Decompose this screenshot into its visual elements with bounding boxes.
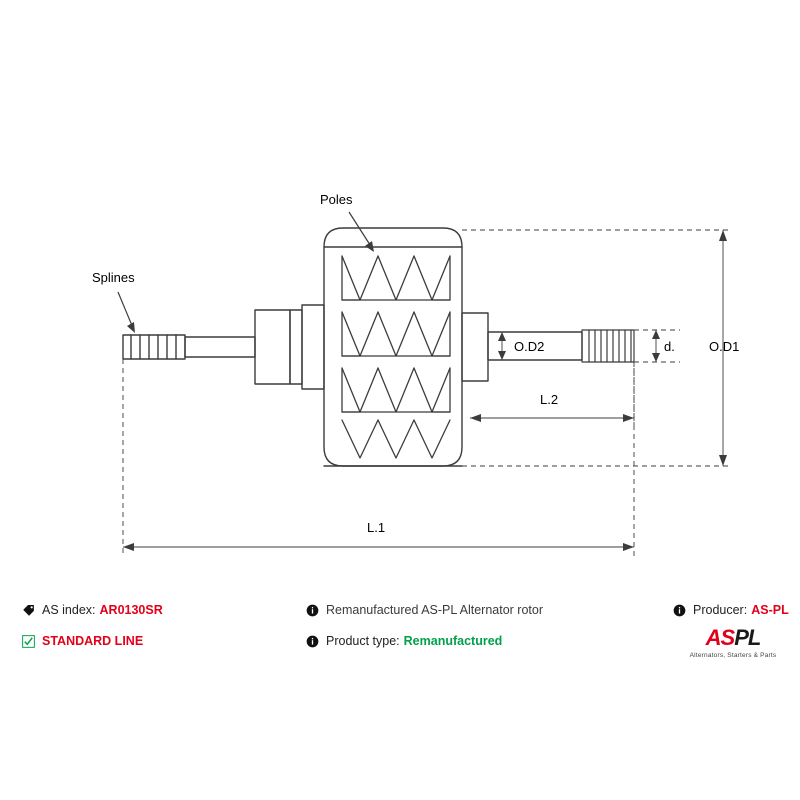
as-index-value: AR0130SR [99,603,163,617]
dim-l1 [123,543,634,551]
dim-label-l2: L.2 [540,392,559,407]
logo-tagline: Alternators, Starters & Parts [689,652,777,659]
callout-label-poles: Poles [320,192,353,207]
callout-leaders [118,212,374,333]
dim-label-od2: O.D2 [514,339,545,354]
dim-l2 [470,414,634,422]
dimension-lines [123,230,730,556]
info-icon [306,635,319,648]
producer-label: Producer: [693,603,748,617]
as-pl-logo [678,627,788,659]
checkbox-check-icon [22,635,35,648]
dim-d [652,330,660,362]
logo-text-as: AS [705,625,735,650]
callout-label-splines: Splines [92,270,135,285]
dim-label-l1: L.1 [367,520,386,535]
logo-text-pl: PL [734,625,761,650]
dim-label-od1: O.D1 [709,339,740,354]
pole-fingers [342,256,450,458]
logo-mark [678,627,788,649]
product-type-label: Product type: [326,634,400,648]
dim-od2 [498,332,506,360]
right-collar-part [462,313,488,381]
as-index-label: AS index: [42,603,96,617]
left-shaft-part [185,337,255,357]
standard-line-label: STANDARD LINE [42,634,144,648]
dim-label-d: d. [664,339,675,354]
producer-value: AS-PL [751,603,789,617]
standard-line-row [22,634,143,648]
threaded-shaft-part [582,330,634,362]
left-collar-part [255,305,324,389]
producer-row [673,603,789,617]
tag-icon [22,604,35,617]
info-icon [673,604,686,617]
description-row [306,603,543,617]
spline-shaft-part [123,335,185,359]
product-info-bar [0,585,800,800]
product-type-value: Remanufactured [403,634,503,648]
info-icon [306,604,319,617]
as-index-row [22,603,163,617]
description-text: Remanufactured AS-PL Alternator rotor [326,603,544,617]
product-type-row [306,634,502,648]
